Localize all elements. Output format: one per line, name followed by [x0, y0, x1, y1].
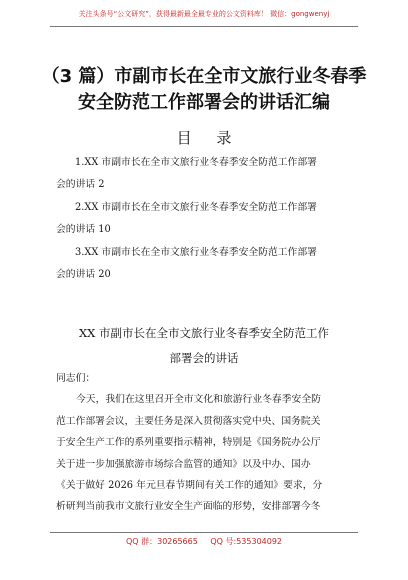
speech-title-line-2: 部署会的讲话: [169, 351, 239, 365]
body-line: 关于进一步加强旅游市场综合监管的通知》以及中办、国办: [56, 458, 311, 470]
footer: [0, 536, 408, 547]
document-title-line-2: 安全防范工作部署会的讲话汇编: [78, 92, 330, 113]
toc-entry-line-1: 3.XX 市副市长在全市文旅行业冬春季安全防范工作部署: [75, 246, 317, 258]
toc-heading: 目 录: [176, 129, 242, 147]
footer-qq-number: QQ 号:535304092: [210, 537, 283, 546]
table-of-contents: [56, 152, 360, 286]
document-title-line-1: （3 篇）市副市长在全市文旅行业冬春季: [41, 66, 367, 87]
body-line: 今天，我们在这里召开全市文化和旅游行业冬春季安全防: [76, 394, 321, 406]
footer-divider: [50, 532, 358, 533]
toc-entry-line-1: 1.XX 市副市长在全市文旅行业冬春季安全防范工作部署: [75, 157, 317, 168]
speech-title-line-1: XX 市副市长在全市文旅行业冬春季安全防范工作: [78, 326, 330, 340]
toc-entry-line-2: 会的讲话 2: [56, 179, 105, 191]
body-line: 范工作部署会议，主要任务是深入贯彻落实党中央、国务院关: [56, 415, 321, 427]
body-line: 《关于做好 2026 年元旦春节期间有关工作的通知》要求，分: [56, 480, 323, 492]
footer-qq-group: QQ 群：30265665: [125, 537, 198, 546]
greeting: 同志们：: [56, 373, 96, 384]
toc-entry[interactable]: [56, 197, 360, 242]
toc-entry-line-2: 会的讲话 10: [56, 224, 111, 236]
toc-entry-line-1: 2.XX 市副市长在全市文旅行业冬春季安全防范工作部署: [75, 201, 317, 213]
speech-title: [40, 321, 368, 371]
toc-entry-line-2: 会的讲话 20: [56, 269, 111, 281]
document-title: [20, 64, 388, 116]
body-line: 于安全生产工作的系列重要指示精神，特别是《国务院办公厅: [56, 437, 321, 449]
speech-body: [56, 368, 360, 518]
toc-entry[interactable]: [56, 152, 360, 197]
body-line: 析研判当前我市文旅行业安全生产面临的形势，安排部署今冬: [56, 501, 321, 513]
header-promo: 关注头条号“公文研究”，获得最新最全最专业的公文资料库！ 微信：gongwenyj: [78, 10, 330, 18]
toc-entry[interactable]: [56, 242, 360, 287]
header-divider: [50, 26, 358, 27]
